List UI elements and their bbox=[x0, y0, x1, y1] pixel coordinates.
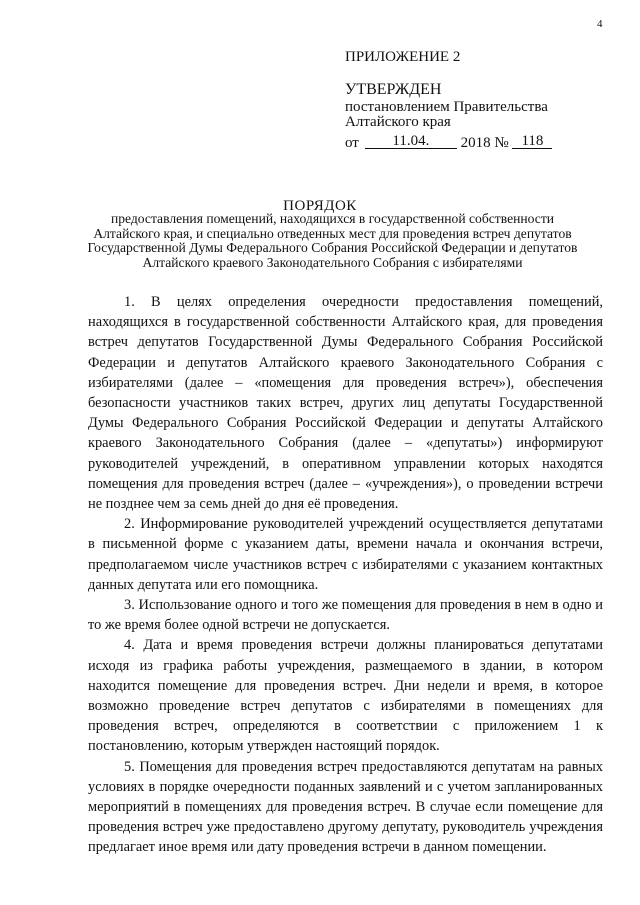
document-body bbox=[88, 292, 603, 858]
approval-date: 11.04. bbox=[365, 135, 457, 149]
date-prefix: от bbox=[345, 135, 359, 151]
approval-date-line bbox=[345, 133, 552, 151]
approved-label: УТВЕРЖДЕН bbox=[345, 81, 442, 98]
approval-year: 2018 № bbox=[460, 135, 509, 151]
document-subtitle: предоставления помещений, находящихся в государственной собственности Алтайского края, и специально отведенных мест для проведения встреч депутатов Государственной Думы Федерального Собрания Российской Федерации и депутатов Алтайского краевого Законодательного Собрания с избирателями bbox=[87, 211, 578, 270]
approval-number: 118 bbox=[512, 135, 552, 149]
paragraph-5: 5. Помещения для проведения встреч предоставляются депутатам на равных условиях в порядке очередности поданных заявлений и с учетом запланированных мероприятий в помещениях для проведения встреч. В случае если помещение для проведения встреч уже предоставлено другому депутату, руководитель учреждения предлагает иное время или дату проведения встречи в данном помещении. bbox=[88, 758, 603, 856]
paragraph-3: 3. Использование одного и того же помещения для проведения в нем в одно и то же время более одной встречи не допускается. bbox=[88, 597, 603, 634]
paragraph-2: 2. Информирование руководителей учреждений осуществляется депутатами в письменной форме с указанием даты, времени начала и окончания встречи, предполагаемом числе участников встреч с избирателями с указанием контактных данных депутата или его помощника. bbox=[88, 516, 603, 593]
approval-block bbox=[345, 50, 552, 151]
appendix-label: ПРИЛОЖЕНИЕ 2 bbox=[345, 49, 461, 65]
document-title: ПОРЯДОК bbox=[283, 198, 357, 214]
approval-line-2: Алтайского края bbox=[345, 114, 451, 130]
paragraph-1: 1. В целях определения очередности предоставления помещений, находящихся в государственной собственности Алтайского края, для проведения встреч депутатов Государственной Думы Федерального Собрания Российской Федерации и депутатов Алтайского краевого Законодательного Собрания с избирателями (далее – «помещения для проведения встреч»), обеспечения безопасности участников таких встреч, других лиц депутаты Государственной Думы Федерального Собрания Российской Федерации и депутаты Алтайского краевого Законодательного Собрания (далее – «депутаты») информируют руководителей учреждений, в оперативном управлении которых находятся помещения для проведения встреч (далее – «учреждения»), о проведении встречи не позднее чем за семь дней до дня её проведения. bbox=[88, 294, 603, 513]
page-number: 4 bbox=[597, 18, 603, 30]
approval-line-1: постановлением Правительства bbox=[345, 99, 548, 115]
paragraph-4: 4. Дата и время проведения встречи должны планироваться депутатами исходя из графика работы учреждения, размещаемого в здании, в котором находится помещение для проведения встреч. Дни недели и время, в которое возможно проведение встреч депутатов с избирателями в помещениях для проведения встреч, определяются в соответствии с приложением 1 к постановлению, которым утвержден настоящий порядок. bbox=[88, 637, 603, 755]
